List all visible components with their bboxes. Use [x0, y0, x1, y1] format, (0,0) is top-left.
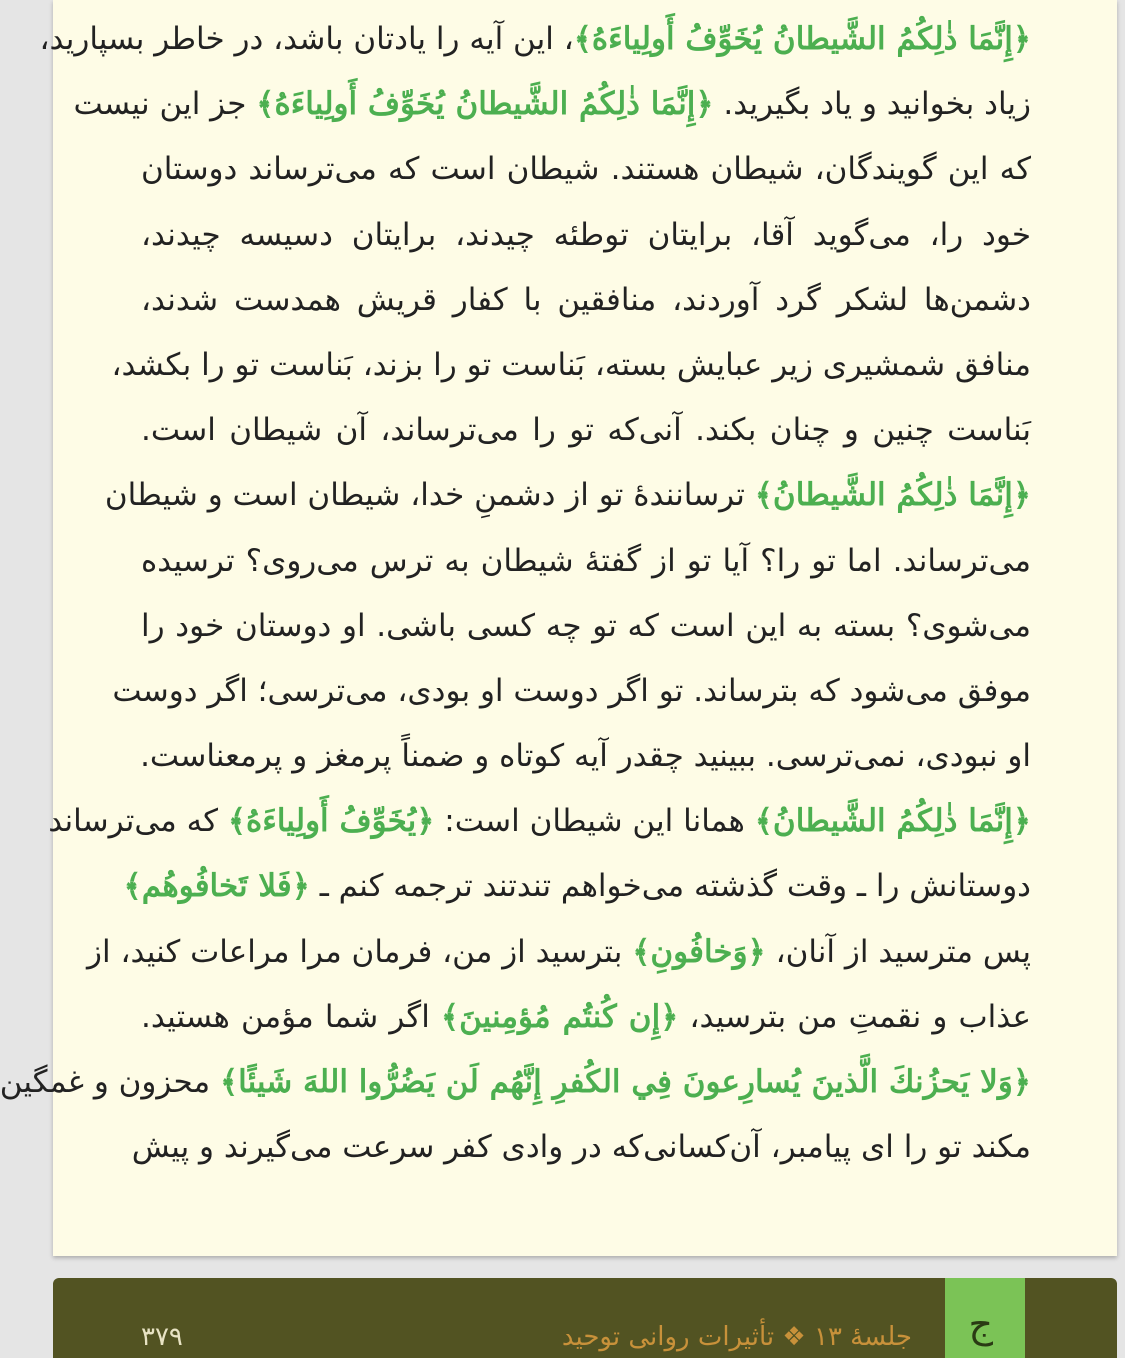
quran-verse: ﴿إِنَّمَا ذٰلِكُمُ الشَّيطانُ﴾ — [754, 803, 1031, 840]
text-line — [141, 724, 1031, 789]
body-text-segment: می‌شوی؟ بسته به این است که تو چه کسی باشی. او دوستان خود را — [141, 607, 1031, 644]
text-line — [141, 268, 1031, 333]
body-text-segment: محزون و غمگین — [0, 1064, 220, 1100]
body-text-segment: که می‌ترساند — [48, 803, 228, 840]
body-text-segment: او نبودی، نمی‌ترسی. ببینید چقدر آیه کوتاه و ضمناً پرمغز و پرمعناست. — [140, 738, 1031, 775]
quran-verse: ﴿وَلا يَحزُنكَ الَّذينَ يُسارِعونَ فِي الكُفرِ إِنَّهُم لَن يَضُرُّوا اللهَ شَيئًا﴾ — [219, 1064, 1031, 1100]
body-text-segment: بَناست چنین و چنان بکند. آنی‌که تو را می‌ترساند، آن شیطان است. — [141, 412, 1031, 449]
page-number: ۳۷۹ — [141, 1322, 183, 1352]
quran-verse: ﴿فَلا تَخافُوهُم﴾ — [123, 868, 310, 905]
text-line — [131, 1115, 1031, 1180]
section-title: جلسهٔ ۱۳ ❖ تأثیرات روانی توحید — [561, 1322, 912, 1352]
body-text-segment: می‌ترساند. اما تو را؟ آیا تو از گفتهٔ شیطان به ترس می‌روی؟ ترسیده — [141, 542, 1031, 579]
chapter-tab[interactable] — [945, 1278, 1025, 1358]
body-text-segment: عذاب و نقمتِ من بترسید، — [678, 998, 1032, 1035]
body-text-segment: ، این آیه را یادتان باشد، در خاطر بسپارید، — [39, 21, 574, 57]
quran-verse: ﴿يُخَوِّفُ أَولِياءَهُ﴾ — [227, 803, 435, 840]
body-text-segment: زیاد بخوانید و یاد بگیرید. — [713, 86, 1031, 123]
text-line — [141, 985, 1031, 1050]
text-line — [141, 529, 1031, 594]
body-text-segment: همانا این شیطان است: — [434, 803, 755, 840]
text-line — [141, 398, 1031, 463]
text-line — [39, 7, 1031, 72]
body-text-segment: دشمن‌ها لشکر گرد آوردند، منافقین با کفار قریش همدست شدند، — [141, 281, 1031, 318]
page-footer — [53, 1278, 1117, 1358]
text-line — [104, 463, 1031, 528]
quran-verse: ﴿إِنَّمَا ذٰلِكُمُ الشَّيطانُ﴾ — [754, 477, 1031, 514]
body-text-segment: ترسانندهٔ تو از دشمنِ خدا، شیطان است و شیطان — [104, 477, 755, 514]
body-text-segment: خود را، می‌گوید آقا، برایتان توطئه چیدند، برایتان دسیسه چیدند، — [141, 216, 1031, 253]
page-body-text — [0, 7, 1032, 1180]
text-line — [111, 333, 1031, 398]
body-text-segment: موفق می‌شود که بترساند. تو اگر دوست او بودی، می‌ترسی؛ اگر دوست — [112, 672, 1031, 709]
text-line — [141, 137, 1031, 202]
body-text-segment: اگر شما مؤمن هستید. — [141, 998, 441, 1035]
body-text-segment: که این گویندگان، شیطان هستند. شیطان است که می‌ترساند دوستان — [141, 151, 1031, 188]
body-text-segment: دوستانش را ـ وقت گذشته می‌خواهم تندتند ترجمه کنم ـ — [309, 868, 1031, 905]
bookmark-icon: ﺝ — [968, 1302, 993, 1346]
text-line — [73, 72, 1031, 137]
text-line — [141, 594, 1031, 659]
text-line — [48, 789, 1031, 854]
text-line — [141, 203, 1031, 268]
body-text-segment: پس مترسید از آنان، — [765, 933, 1031, 970]
quran-verse: ﴿وَخافُونِ﴾ — [632, 933, 766, 970]
quran-verse: ﴿إِن كُنتُم مُؤمِنينَ﴾ — [440, 998, 679, 1035]
body-text-segment: بترسید از من، فرمان مرا مراعات کنید، از — [87, 933, 633, 970]
text-line — [87, 920, 1031, 985]
text-line — [123, 854, 1031, 919]
body-text-segment: مکند تو را ای پیامبر، آن‌کسانی‌که در وادی کفر سرعت می‌گیرند و پیش — [131, 1129, 1031, 1166]
text-line — [112, 659, 1031, 724]
body-text-segment: منافق شمشیری زیر عبایش بسته، بَناست تو را بزند، بَناست تو را بکشد، — [111, 346, 1031, 383]
quran-verse: ﴿إِنَّمَا ذٰلِكُمُ الشَّيطانُ يُخَوِّفُ أَولِياءَهُ﴾ — [573, 21, 1031, 57]
text-line — [0, 1050, 1031, 1115]
quran-verse: ﴿إِنَّمَا ذٰلِكُمُ الشَّيطانُ يُخَوِّفُ أَولِياءَهُ﴾ — [256, 86, 714, 123]
body-text-segment: جز این نیست — [73, 86, 257, 123]
